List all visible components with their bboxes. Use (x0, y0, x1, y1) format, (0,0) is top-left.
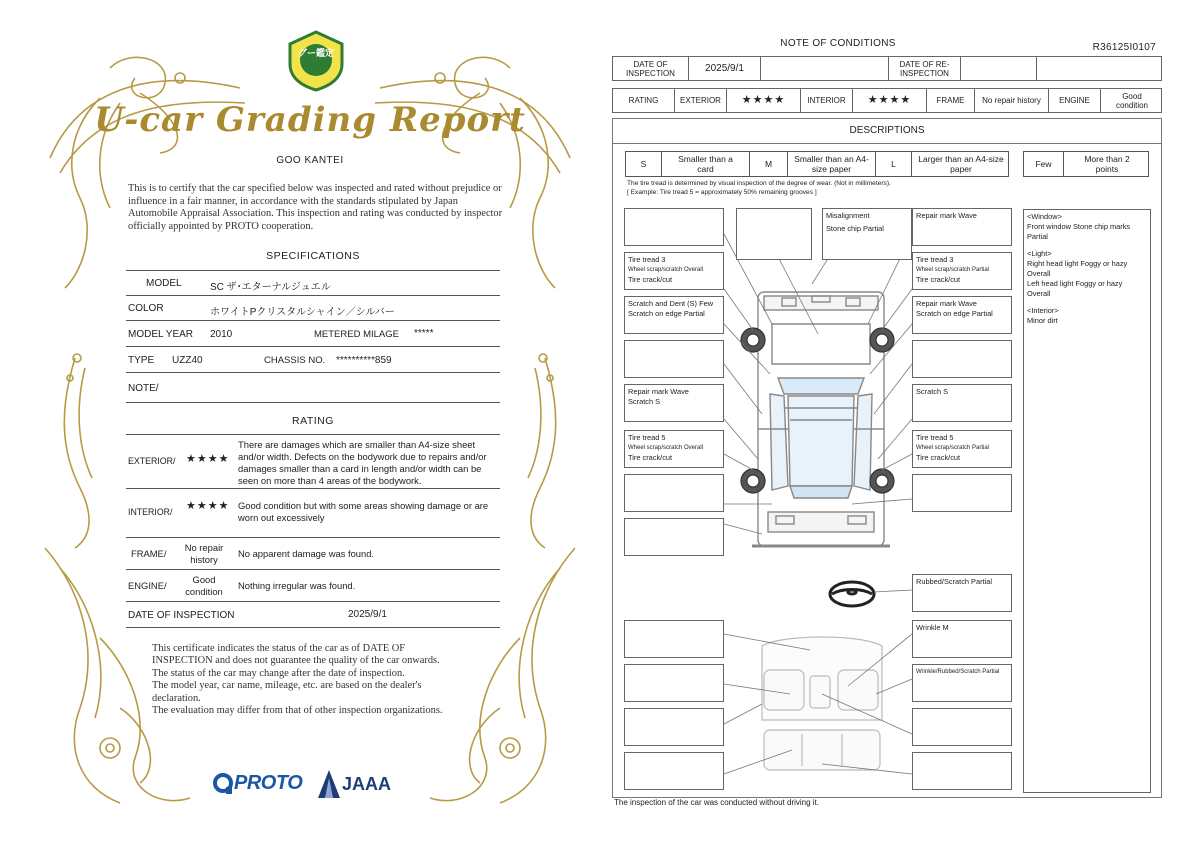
report-number: R36125I0107 (1092, 42, 1156, 53)
engine-value: Good condition (1115, 91, 1149, 110)
spec-row-color (126, 296, 500, 321)
jaaa-logo: JAAA (342, 774, 392, 794)
damage-box-tire-front-right (912, 252, 1012, 290)
damage-text: Stone chip Partial (826, 224, 884, 233)
damage-text: Wheel scrap/scratch Partial (916, 267, 990, 273)
window-heading: <Window> (1027, 212, 1062, 221)
disclaimer-line: The status of the car may change after the date of inspection. (152, 667, 405, 679)
report-subtitle: GOO KANTEI (276, 155, 344, 166)
exterior-label: EXTERIOR/ (128, 456, 176, 466)
damage-text: Repair mark Wave (916, 211, 977, 220)
disclaimer-line: The evaluation may differ from that of other inspection organizations. (152, 705, 443, 717)
rating-row-frame (126, 538, 500, 570)
damage-text: Tire tread 5 (916, 433, 954, 442)
rating-heading: RATING (292, 415, 334, 427)
damage-text: Scratch S (628, 397, 661, 406)
exterior-description: There are damages which are smaller than A4-size sheet and/or width. Defects on the bodywork due to repairs and/or damages smaller than a card in length and/or width can be seen on more than 4 areas of the bodywork. (238, 439, 487, 486)
empty-cell (1037, 57, 1163, 80)
legend-m: M (750, 152, 788, 176)
damage-text: Scratch and Dent (S) Few (628, 299, 714, 308)
damage-box-front-right (912, 208, 1012, 246)
legend-m-desc: Smaller than an A4-size paper (788, 152, 876, 176)
damage-text: Repair mark Wave (628, 387, 689, 396)
chassis-label: CHASSIS NO. (264, 355, 326, 366)
note-of-conditions (612, 34, 1164, 808)
disclaimer-line: INSPECTION and does not guarantee the quality of the car onwards. (152, 655, 440, 667)
damage-box-empty (624, 208, 724, 246)
legend-few: Few (1024, 152, 1064, 176)
color-label: COLOR (128, 303, 164, 314)
damage-box-empty (624, 752, 724, 790)
damage-text: Wheel scrap/scratch Overall (628, 267, 704, 273)
interior-note: Minor dirt (1027, 316, 1058, 326)
empty-cell (961, 57, 1037, 80)
rating-row-date (126, 602, 500, 628)
damage-box-right-front-door (912, 296, 1012, 334)
goo-kantei-badge-icon (288, 30, 344, 92)
damage-text: Repair mark Wave (916, 299, 977, 308)
rating-summary-row (612, 88, 1162, 113)
damage-box-left-front-door (624, 296, 724, 334)
engine-label: ENGINE (1049, 89, 1101, 112)
note-label: NOTE/ (128, 383, 159, 394)
model-year-value: 2010 (210, 329, 233, 340)
legend-s-desc: Smaller than a card (662, 152, 750, 176)
spec-row-type (126, 347, 500, 373)
damage-text: Tire crack/cut (628, 275, 673, 284)
engine-label: ENGINE/ (128, 580, 167, 591)
rating-row-engine (126, 570, 500, 602)
damage-box-empty (624, 340, 724, 378)
inspection-date-label: DATE OF INSPECTION (128, 610, 235, 621)
legend-s: S (626, 152, 662, 176)
mileage-value: ***** (414, 328, 434, 339)
damage-text: Scratch S (916, 387, 949, 396)
damage-box-empty (624, 708, 724, 746)
damage-box-empty (624, 664, 724, 702)
window-note: Front window Stone chip marks Partial (1027, 221, 1131, 241)
empty-cell (761, 57, 889, 80)
grading-certificate (40, 28, 580, 828)
exterior-stars: ★★★★ (186, 453, 230, 465)
interior-description: Good condition but with some areas showing damage or are worn out excessively (238, 500, 489, 523)
spec-row-model-year (126, 321, 500, 347)
damage-text: Scratch on edge Partial (628, 309, 705, 318)
damage-box-empty (624, 518, 724, 556)
mileage-label: METERED MILAGE (314, 329, 399, 340)
model-value: SC ザ･エターナルジュエル (210, 282, 331, 293)
damage-box-empty (624, 474, 724, 512)
damage-box-left-rear-door (624, 384, 724, 422)
damage-text: Tire tread 5 (628, 433, 666, 442)
damage-box-interior-2 (912, 664, 1012, 702)
damage-text: Scratch on edge Partial (916, 309, 993, 318)
rating-row-interior (126, 489, 500, 538)
interior-stars: ★★★★ (853, 89, 927, 112)
damage-text: Tire tread 3 (628, 255, 666, 264)
quantity-legend (1023, 151, 1149, 177)
exterior-label: EXTERIOR (675, 89, 727, 112)
chassis-value: **********859 (336, 355, 392, 366)
interior-heading: <Interior> (1027, 306, 1059, 316)
jaaa-logo-icon (318, 770, 340, 798)
proto-logo-icon (212, 772, 234, 796)
model-year-label: MODEL YEAR (128, 329, 194, 340)
type-value: UZZ40 (172, 355, 203, 366)
damage-size-legend (625, 151, 1009, 177)
damage-box-right-rear-door (912, 384, 1012, 422)
specifications-heading: SPECIFICATIONS (266, 250, 360, 262)
light-note: Right head light Foggy or hazy Overall (1027, 259, 1128, 278)
certificate-disclaimer (152, 643, 512, 717)
tire-tread-note (627, 179, 891, 197)
date-of-inspection-label: DATE OF INSPECTION (613, 57, 689, 80)
damage-box-empty (912, 474, 1012, 512)
tire-note-line: The tire tread is determined by visual inspection of the degree of wear. (Not in millimeters). (627, 180, 891, 187)
legend-l: L (876, 152, 912, 176)
damage-box-tire-rear-right (912, 430, 1012, 468)
damage-box-empty (624, 620, 724, 658)
frame-label: FRAME/ (131, 548, 167, 559)
spec-row-model (126, 270, 500, 296)
color-value: ホワイトPクリスタルシャイン／シルバー (210, 307, 395, 318)
interior-label: INTERIOR (801, 89, 853, 112)
damage-text: Wheel scrap/scratch Overall (628, 445, 704, 451)
damage-box-empty (736, 208, 812, 260)
disclaimer-line: The model year, car name, mileage, etc. are based on the dealer's (152, 680, 422, 692)
light-heading: <Light> (1027, 249, 1052, 259)
model-label: MODEL (146, 278, 182, 289)
legend-l-desc: Larger than an A4-size paper (918, 154, 1004, 174)
tire-note-line: [ Example: Tire tread 5 = approximately 50% remaining grooves ] (627, 189, 817, 196)
damage-box-tire-rear-left (624, 430, 724, 468)
frame-label: FRAME (927, 89, 975, 112)
damage-text: Rubbed/Scratch Partial (916, 577, 992, 586)
engine-description: Nothing irregular was found. (238, 580, 356, 591)
damage-text: Tire crack/cut (916, 275, 961, 284)
frame-description: No apparent damage was found. (238, 548, 375, 559)
date-of-reinspection-label: DATE OF RE-INSPECTION (889, 57, 961, 80)
inspection-footnote: The inspection of the car was conducted without driving it. (614, 798, 819, 807)
disclaimer-line: This certificate indicates the status of the car as of DATE OF (152, 643, 406, 654)
damage-box-empty (912, 752, 1012, 790)
damage-box-interior-1 (912, 620, 1012, 658)
badge-text: グー鑑定 (297, 49, 335, 59)
disclaimer-line: declaration. (152, 692, 201, 704)
damage-text: Wheel scrap/scratch Partial (916, 445, 990, 451)
note-title: NOTE OF CONDITIONS (780, 38, 896, 49)
descriptions-heading: DESCRIPTIONS (613, 119, 1161, 144)
light-note: Left head light Foggy or hazy Overall (1027, 278, 1123, 298)
damage-text: Tire crack/cut (916, 453, 961, 462)
proto-logo: PROTO (234, 772, 303, 794)
date-of-inspection-value: 2025/9/1 (689, 57, 761, 80)
frame-value: No repair history (975, 89, 1049, 112)
damage-text: Misalignment (826, 211, 870, 220)
additional-notes (1023, 209, 1151, 793)
damage-box-front (822, 208, 912, 260)
frame-value: No repair history (184, 542, 224, 565)
damage-text: Tire tread 3 (916, 255, 954, 264)
certification-statement: This is to certify that the car specified below was inspected and rated without prejudice or influence in a fair manner, in accordance with the standards stipulated by Japan Automobile Appraisal Association. This inspection and rating was conducted by inspector officially appointed by PROTO cooperation. (128, 183, 503, 232)
report-title: U-car Grading Report (94, 100, 526, 140)
exterior-stars: ★★★★ (727, 89, 801, 112)
damage-box-steering (912, 574, 1012, 612)
partner-logos (212, 770, 412, 800)
rating-label: RATING (613, 89, 675, 112)
interior-label: INTERIOR/ (128, 507, 173, 517)
damage-text: Wrinkle M (916, 623, 949, 632)
type-label: TYPE (128, 355, 155, 366)
damage-text: Wrinkle/Rubbed/Scratch Partial (916, 669, 1000, 675)
legend-few-desc: More than 2 points (1084, 154, 1130, 174)
engine-value: Good condition (185, 574, 223, 597)
inspection-date-row (612, 56, 1162, 81)
inspection-date-value: 2025/9/1 (348, 609, 387, 620)
rating-row-exterior (126, 434, 500, 489)
damage-box-tire-front-left (624, 252, 724, 290)
spec-row-note (126, 373, 500, 403)
damage-text: Tire crack/cut (628, 453, 673, 462)
interior-stars: ★★★★ (186, 500, 230, 512)
damage-box-empty (912, 340, 1012, 378)
damage-box-empty (912, 708, 1012, 746)
